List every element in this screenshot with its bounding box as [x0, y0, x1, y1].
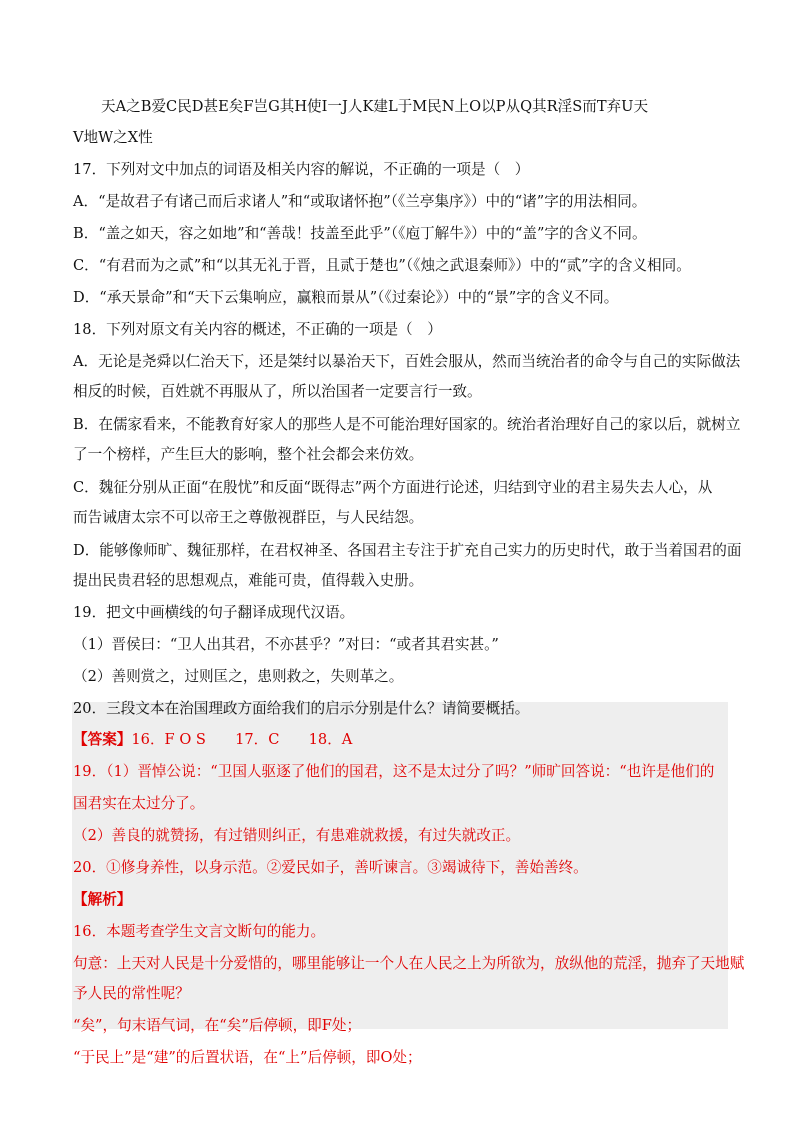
analysis-line-1: 16．本题考查学生文言文断句的能力。	[73, 923, 326, 940]
q18-option-d-line1: D．能够像师旷、魏征那样，在君权神圣、各国君主专注于扩充自己实力的历史时代，敢于当着国君的面	[73, 542, 742, 559]
answer-19-part1-line1: 19．（1）晋悼公说：“卫国人驱逐了他们的国君，这不是太过分了吗？”师旷回答说：“也许是他们的	[73, 763, 715, 780]
q18-option-c-line1: C．魏征分别从正面“在殷忧”和反面“既得志”两个方面进行论述，归结到守业的君主易失去人心，从	[73, 479, 713, 496]
q20-stem: 20．三段文本在治国理政方面给我们的启示分别是什么？请简要概括。	[73, 700, 530, 717]
q17-option-b: B．“盖之如天，容之如地”和“善哉！技盖至此乎”（《庖丁解牛》）中的“盖”字的含义不同。	[73, 225, 647, 242]
analysis-line-2: 句意：上天对人民是十分爱惜的，哪里能够让一个人在人民之上为所欲为，放纵他的荒淫，抛弃了天地赋	[73, 955, 745, 972]
analysis-tag: 【解析】	[73, 891, 132, 908]
q17-option-d: D．“承天景命”和“天下云集响应，赢粮而景从”（《过秦论》）中的“景”字的含义不同。	[73, 289, 619, 306]
answer-choices: 16．F O S 17．C 18．A	[131, 731, 353, 748]
answer-20: 20．①修身养性，以身示范。②爱民如子，善听谏言。③竭诚待下，善始善终。	[73, 859, 588, 876]
q18-option-b-line2: 了一个榜样，产生巨大的影响，整个社会都会来仿效。	[73, 446, 424, 463]
q19-sentence-1: （1）晋侯曰：“卫人出其君，不亦甚乎？”对曰：“或者其君实甚。”	[73, 636, 499, 653]
answer-19-part1-line2: 国君实在太过分了。	[73, 795, 205, 812]
q19-sentence-2: （2）善则赏之，过则匡之，患则救之，失则革之。	[73, 668, 404, 685]
passage-line-1: 天A之B爱C民D甚E矣F岂G其H使I一J人K建L于M民N上O以P从Q其R淫S而T弃U天	[101, 98, 649, 115]
q17-option-c: C．“有君而为之贰”和“以其无礼于晋，且贰于楚也”（《烛之武退秦师》）中的“贰”字的含义相同。	[73, 257, 691, 274]
q17-option-a: A．“是故君子有诸己而后求诸人”和“或取诸怀抱”（《兰亭集序》）中的“诸”字的用法相同。	[73, 193, 647, 210]
q18-option-b-line1: B．在儒家看来，不能教育好家人的那些人是不可能治理好国家的。统治者治理好自己的家以后，就树立	[73, 416, 741, 433]
q17-stem: 17．下列对文中加点的词语及相关内容的解说，不正确的一项是（ ）	[73, 161, 530, 178]
analysis-line-5: “于民上”是“建”的后置状语，在“上”后停顿，即O处；	[73, 1049, 422, 1066]
q19-stem: 19．把文中画横线的句子翻译成现代汉语。	[73, 604, 355, 621]
passage-line-2: V地W之X性	[73, 129, 153, 146]
analysis-line-3: 予人民的常性呢？	[73, 985, 190, 1002]
q18-stem: 18．下列对原文有关内容的概述，不正确的一项是（ ）	[73, 321, 442, 338]
answer-tag: 【答案】	[73, 731, 132, 748]
q18-option-c-line2: 而告诫唐太宗不可以帝王之尊傲视群臣，与人民结怨。	[73, 509, 424, 526]
q18-option-d-line2: 提出民贵君轻的思想观点，难能可贵，值得载入史册。	[73, 572, 424, 589]
answer-19-part2: （2）善良的就赞扬，有过错则纠正，有患难就救援，有过失就改正。	[73, 827, 521, 844]
answer-choices-line	[73, 730, 352, 750]
analysis-line-4: “矣”，句末语气词，在“矣”后停顿，即F处；	[73, 1017, 362, 1034]
q18-option-a-line2: 相反的时候，百姓就不再服从了，所以治国者一定要言行一致。	[73, 383, 482, 400]
q18-option-a-line1: A．无论是尧舜以仁治天下，还是桀纣以暴治天下，百姓会服从，然而当统治者的命令与自己的实际做法	[73, 353, 741, 370]
